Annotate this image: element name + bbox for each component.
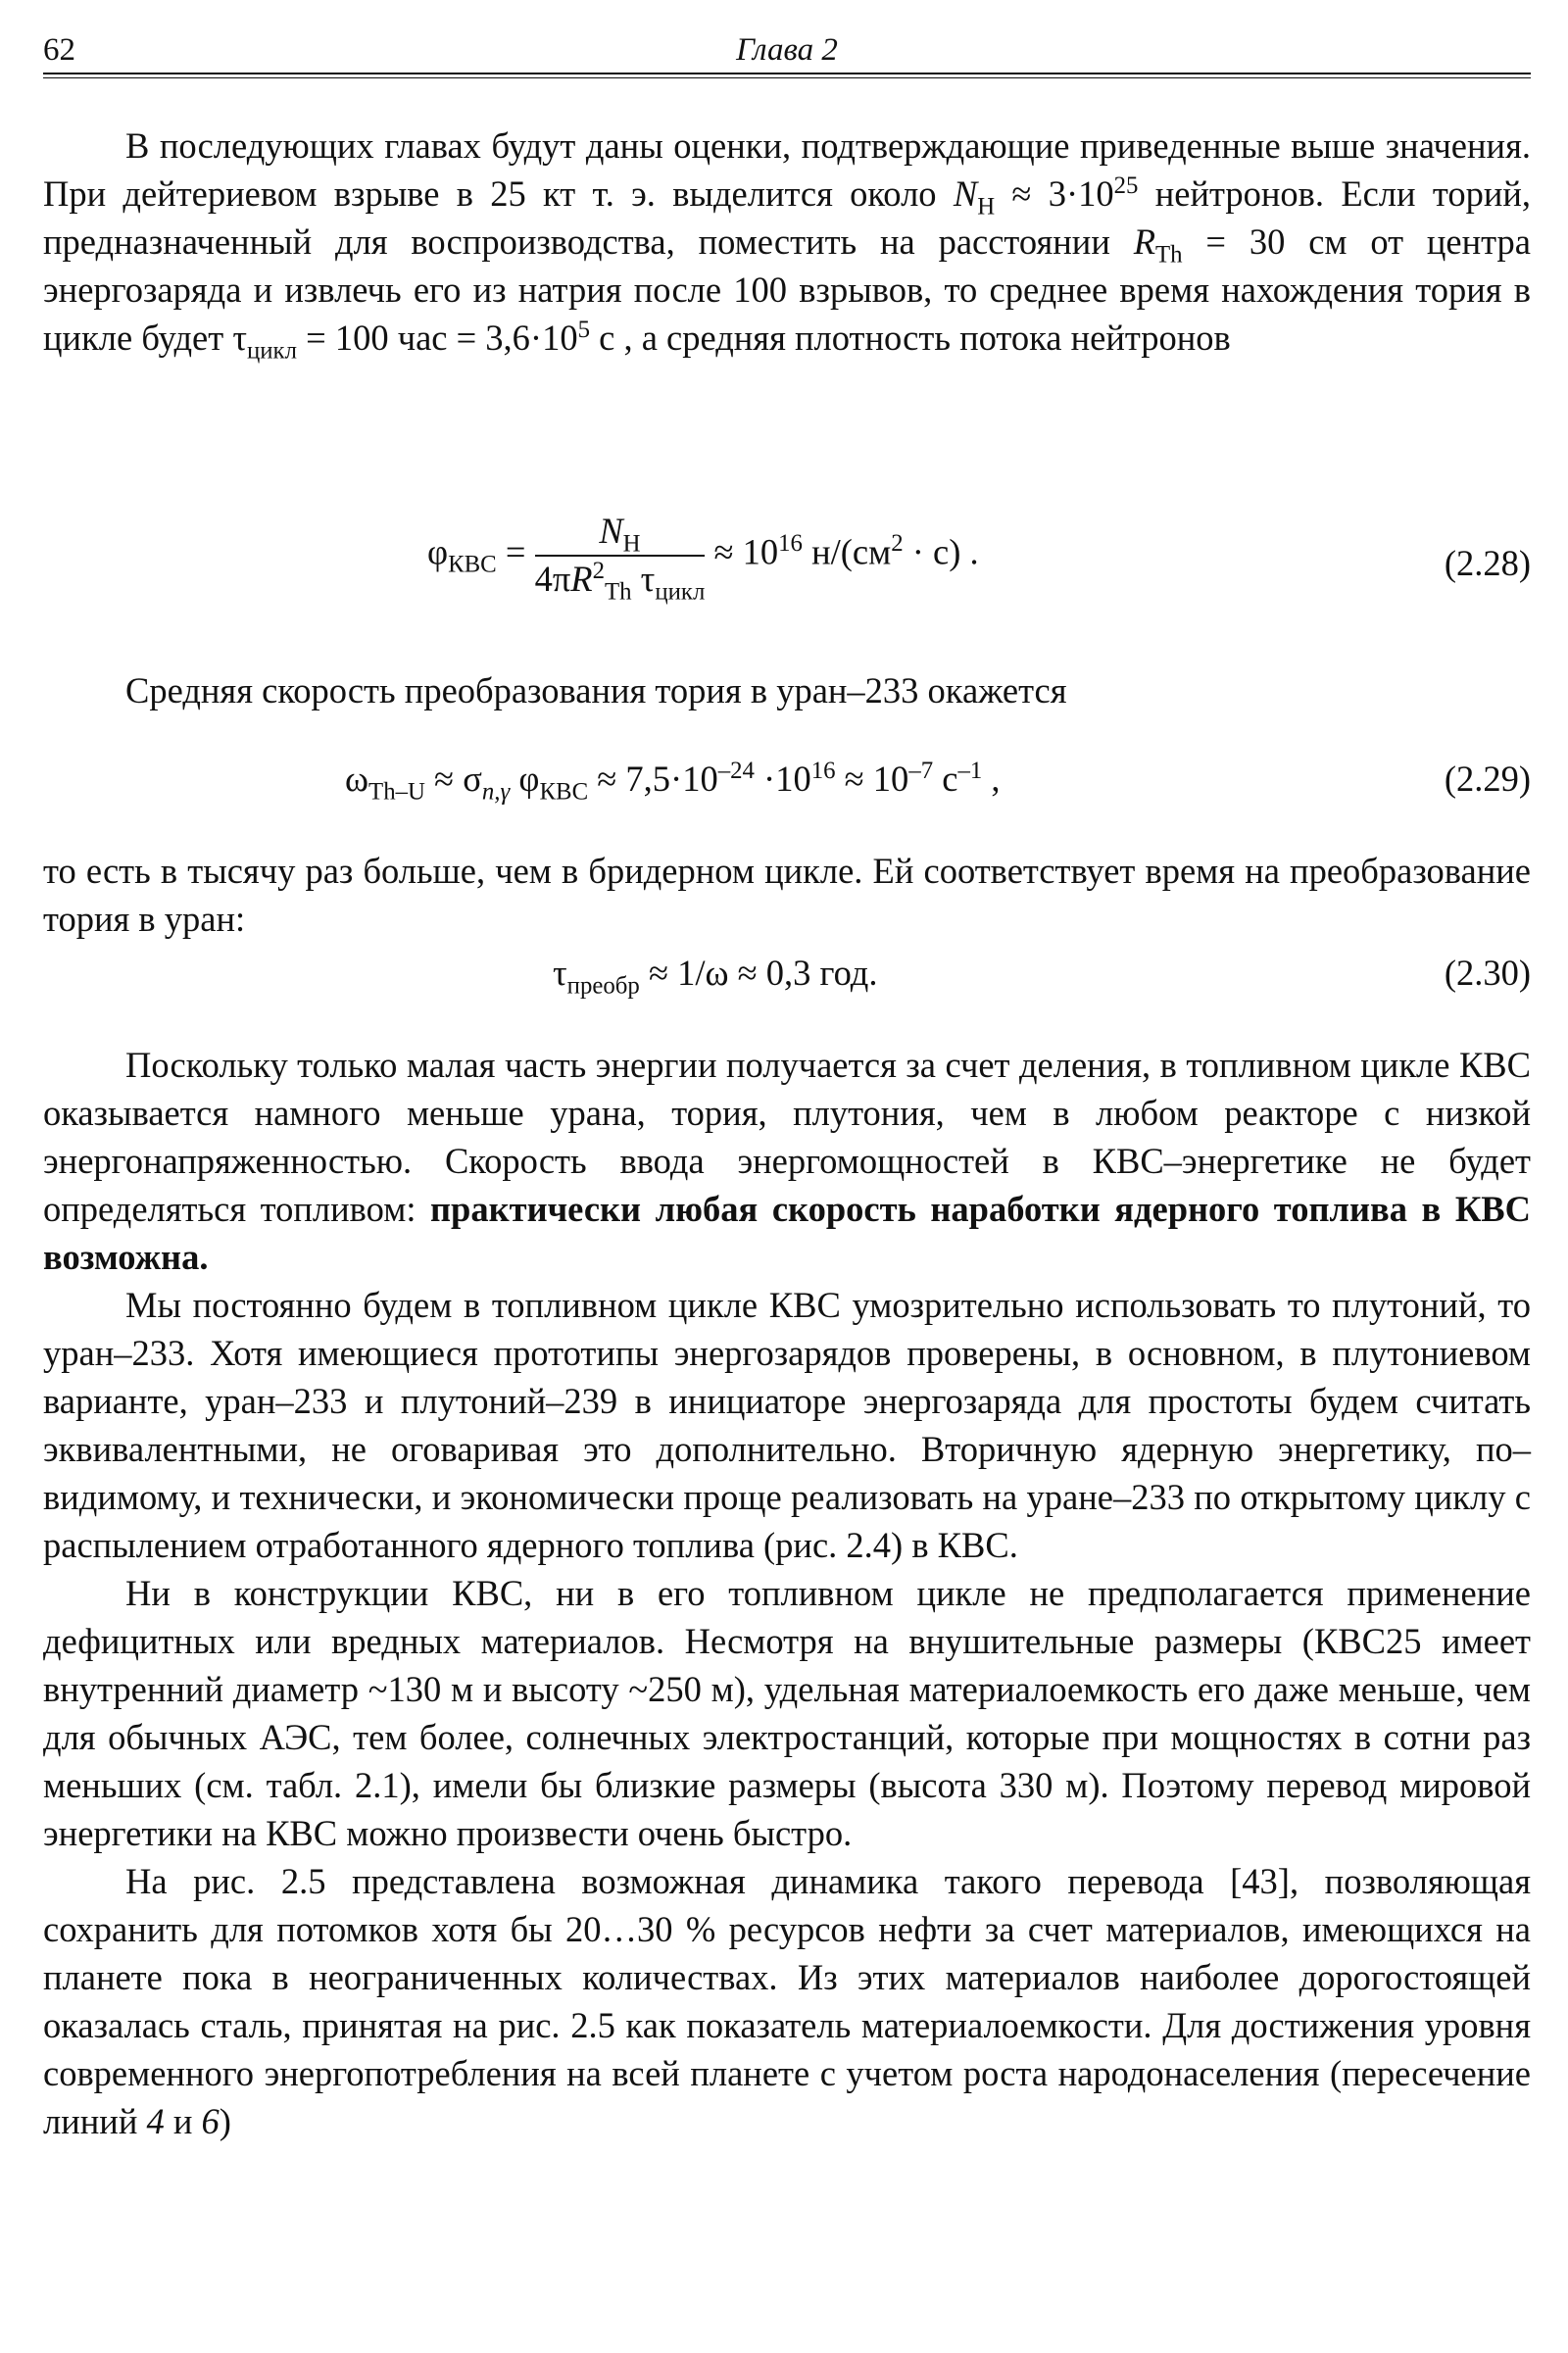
equation-number: (2.30)	[1444, 953, 1531, 993]
formula-2-30: $\tau_{преобр} \approx 1/\omega \approx 0,3$ год. (2.30)	[43, 949, 1531, 998]
formula-2-28: $\varphi_{КВС}$ = $\frac{N_Н}{4\pi R^2_{Th} \tau_{цикл}}$ ≈ $10^{16}$ $н/(см^2 \cdot с)$ . (2.28)	[427, 511, 1531, 606]
chapter-title: Глава 2	[736, 32, 838, 68]
paragraph: Ни в конструкции КВС, ни в его топливном цикле не предполагается применение дефицитных или вредных материалов. Несмотря на внушительные размеры (КВС25 имеет внутренний диаметр ~130 м и высоту ~250 м), удельная материалоемкость его даже меньше, чем для обычных АЭС, тем более, солнечных электростанций, которые при мощностях в сотни раз меньших (см. табл. 2.1), имели бы близкие размеры (высота 330 м). Поэтому перевод мировой энергетики на КВС можно произвести очень быстро.	[43, 1573, 1531, 1853]
text-block-1	[43, 122, 1532, 365]
header-rule-thin	[43, 77, 1531, 78]
paragraph: На рис. 2.5 представлена возможная динамика такого перевода [43], позволяющая сохранить для потомков хотя бы 20…30 % ресурсов нефти за счет материалов, имеющихся на планете пока в неограниченных количествах. Из этих материалов наиболее дорогостоящей оказалась сталь, принятая на рис. 2.5 как показатель материалоемкости. Для достижения уровня современного энергопотребления на всей планете с учетом роста народонаселения (пересечение линий 4 и 6)	[43, 1861, 1531, 2141]
header-rule	[43, 73, 1531, 74]
paragraph: Поскольку только малая часть энергии получается за счет деления, в топливном цикле КВС оказывается намного меньше урана, тория, плутония, чем в любом реакторе с низкой энергонапряженностью. Скорость ввода энергомощностей в КВС–энергетике не будет определяться топливом: практически любая скорость наработки ядерного топлива в КВС возможна.	[43, 1045, 1531, 1277]
equation-number: (2.28)	[1444, 543, 1531, 583]
formula-2-29: $\omega_{Th-U} \approx \sigma_{n,\gamma}$ $\varphi_{КВС} \approx 7,5\cdot 10^{-24} \cdot 10^{16} \approx 10^{-7}$ $с^{-1}$ , (2.29)	[43, 755, 1531, 813]
fraction: $\frac{N_Н}{4\pi R^2_{Th} \tau_{цикл}}$	[534, 511, 706, 606]
text-block-4	[43, 1041, 1531, 2145]
emphasis: практически любая скорость наработки ядерного топлива в КВС возможна.	[43, 1189, 1531, 1277]
text-block-3	[43, 847, 1531, 943]
running-header	[43, 27, 1531, 73]
paragraph: В последующих главах будут даны оценки, подтверждающие приведенные выше значения. При дейтериевом взрыве в 25 кт т. э. выделится около $N_Н \approx 3\cdot 10^{25}$ нейтронов. Если торий, предназначенный для воспроизводства, поместить на расстоянии $R_{Th} = 30$ см от центра энергозаряда и извлечь его из натрия после 100 взрывов, то среднее время нахождения тория в цикле будет $\tau_{цикл} = 100$ час = $3,6\cdot 10^5$ с , а средняя плотность потока нейтронов	[43, 125, 1532, 365]
paragraph: то есть в тысячу раз больше, чем в бридерном цикле. Ей соответствует время на преобразование тория в уран:	[43, 851, 1531, 939]
text-block-2	[43, 666, 1531, 714]
paragraph: Мы постоянно будем в топливном цикле КВС умозрительно использовать то плутоний, то уран–233. Хотя имеющиеся прототипы энергозарядов проверены, в основном, в плутониевом варианте, уран–233 и плутоний–239 в инициаторе энергозаряда для простоты будем считать эквивалентными, не оговаривая это дополнительно. Вторичную ядерную энергетику, по–видимому, и технически, и экономически проще реализовать на уране–233 по открытому циклу с распылением отработанного ядерного топлива (рис. 2.4) в КВС.	[43, 1285, 1531, 1565]
page-number: 62	[43, 32, 75, 68]
equation-number: (2.29)	[1444, 759, 1531, 799]
paragraph: Средняя скорость преобразования тория в уран–233 окажется	[125, 670, 1067, 711]
